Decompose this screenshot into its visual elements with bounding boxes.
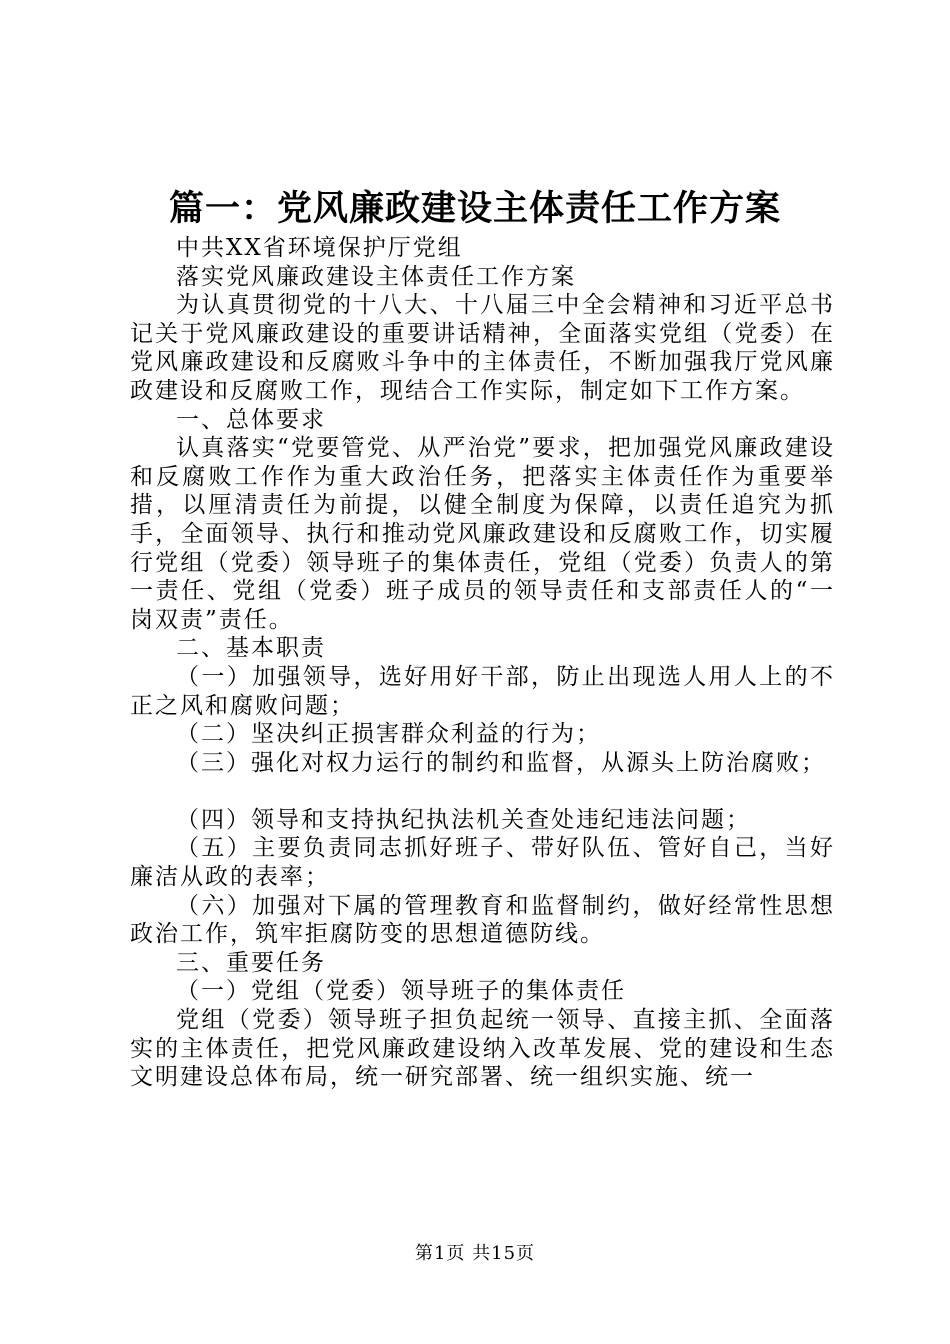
document-body bbox=[130, 234, 835, 1092]
page-number-footer: 第1页 共15页 bbox=[414, 1243, 536, 1264]
list-item: （一）加强领导，选好用好干部，防止出现选人用人上的不正之风和腐败问题； bbox=[130, 663, 835, 719]
subsection-heading: （一）党组（党委）领导班子的集体责任 bbox=[176, 978, 626, 1005]
paragraph: 党组（党委）领导班子担负起统一领导、直接主抓、全面落实的主体责任，把党风廉政建设纳入改革发展、党的建设和生态文明建设总体布局，统一研究部署、统一组织实施、统一 bbox=[130, 1007, 835, 1091]
section-heading: 一、总体要求 bbox=[176, 406, 326, 433]
section-heading: 二、基本职责 bbox=[176, 635, 326, 662]
paragraph: 认真落实“党要管党、从严治党”要求，把加强党风廉政建设和反腐败工作作为重大政治任务，把落实主体责任作为重要举措，以厘清责任为前提，以健全制度为保障，以责任追究为抓手，全面领导、执行和推动党风廉政建设和反腐败工作，切实履行党组（党委）领导班子的集体责任，党组（党委）负责人的第一责任、党组（党委）班子成员的领导责任和支部责任人的“一岗双责”责任。 bbox=[130, 435, 835, 633]
list-item: （二）坚决纠正损害群众利益的行为； bbox=[176, 721, 601, 748]
list-item: （六）加强对下属的管理教育和监督制约，做好经常性思想政治工作，筑牢拒腐防变的思想道德防线。 bbox=[130, 892, 835, 948]
list-item: （五）主要负责同志抓好班子、带好队伍、管好自己，当好廉洁从政的表率； bbox=[130, 835, 835, 891]
section-heading: 三、重要任务 bbox=[176, 949, 326, 976]
list-item: （三）强化对权力运行的制约和监督，从源头上防治腐败； bbox=[176, 749, 826, 776]
list-item: （四）领导和支持执纪执法机关查处违纪违法问题； bbox=[176, 806, 751, 833]
intro-paragraph: 为认真贯彻党的十八大、十八届三中全会精神和习近平总书记关于党风廉政建设的重要讲话精神，全面落实党组（党委）在党风廉政建设和反腐败斗争中的主体责任，不断加强我厅党风廉政建设和反腐败工作，现结合工作实际，制定如下工作方案。 bbox=[130, 292, 835, 404]
issuer-line: 中共XX省环境保护厅党组 bbox=[176, 235, 463, 261]
subtitle-line: 落实党风廉政建设主体责任工作方案 bbox=[176, 263, 576, 290]
document-title: 篇一：党风廉政建设主体责任工作方案 bbox=[168, 188, 781, 229]
